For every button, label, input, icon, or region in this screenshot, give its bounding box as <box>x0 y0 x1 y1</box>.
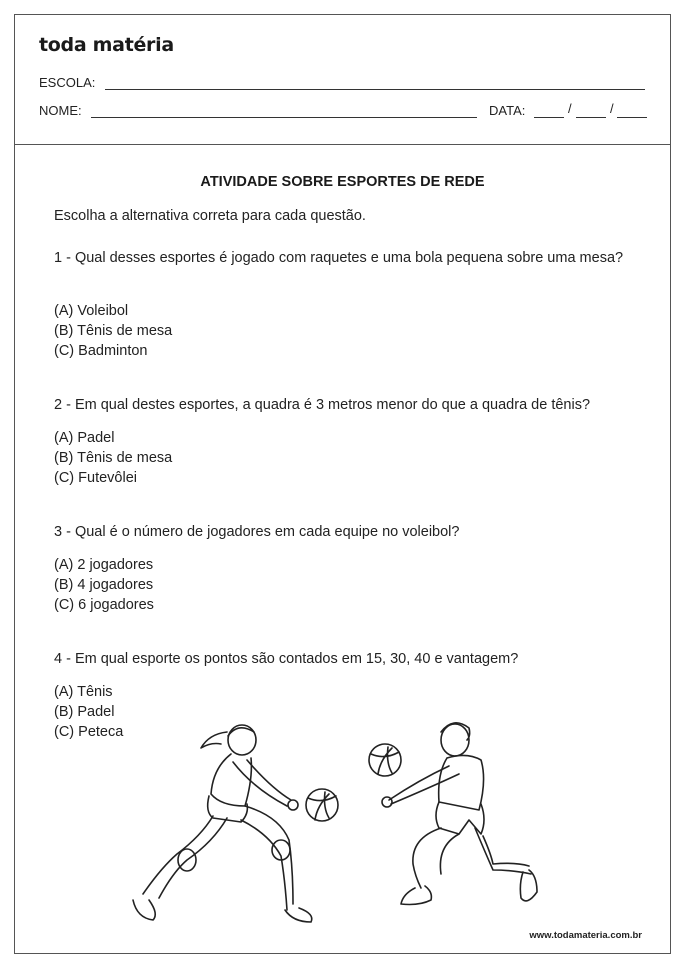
date-year-field[interactable] <box>617 117 647 118</box>
question-2-option-b[interactable]: (B) Tênis de mesa <box>54 450 173 466</box>
school-label: ESCOLA: <box>39 75 96 90</box>
date-label: DATA: <box>489 103 526 118</box>
date-separator: / <box>568 101 572 116</box>
date-separator: / <box>610 101 614 116</box>
question-3: 3 - Qual é o número de jogadores em cada equipe no voleibol? <box>54 524 460 540</box>
school-field[interactable] <box>105 89 645 90</box>
question-4-option-c[interactable]: (C) Peteca <box>54 724 124 740</box>
name-label: NOME: <box>39 103 82 118</box>
name-field[interactable] <box>91 117 477 118</box>
worksheet-header <box>15 15 670 145</box>
volleyball-ball-left <box>306 789 338 821</box>
question-3-option-a[interactable]: (A) 2 jogadores <box>54 557 154 573</box>
volleyball-players-illustration <box>115 710 545 935</box>
date-day-field[interactable] <box>534 117 564 118</box>
question-4-option-a[interactable]: (A) Tênis <box>54 684 113 700</box>
question-1-option-a[interactable]: (A) Voleibol <box>54 303 129 319</box>
question-3-option-b[interactable]: (B) 4 jogadores <box>54 577 154 593</box>
male-player-figure <box>382 723 537 905</box>
question-3-option-c[interactable]: (C) 6 jogadores <box>54 597 154 613</box>
question-2: 2 - Em qual destes esportes, a quadra é 3 metros menor do que a quadra de tênis? <box>54 397 591 413</box>
worksheet <box>14 14 671 954</box>
date-month-field[interactable] <box>576 117 606 118</box>
instruction-text: Escolha a alternativa correta para cada questão. <box>54 208 366 224</box>
question-1-option-c[interactable]: (C) Badminton <box>54 343 148 359</box>
question-1-option-b[interactable]: (B) Tênis de mesa <box>54 323 173 339</box>
question-1: 1 - Qual desses esportes é jogado com raquetes e uma bola pequena sobre uma mesa? <box>54 250 624 266</box>
page-title: ATIVIDADE SOBRE ESPORTES DE REDE <box>200 174 485 190</box>
footer-url: www.todamateria.com.br <box>529 930 642 941</box>
volleyball-ball-right <box>369 744 401 776</box>
female-player-figure <box>133 725 312 922</box>
question-2-option-c[interactable]: (C) Futevôlei <box>54 470 137 486</box>
question-4: 4 - Em qual esporte os pontos são contados em 15, 30, 40 e vantagem? <box>54 651 519 667</box>
question-2-option-a[interactable]: (A) Padel <box>54 430 115 446</box>
brand-logo: toda matéria <box>39 34 174 56</box>
question-4-option-b[interactable]: (B) Padel <box>54 704 115 720</box>
